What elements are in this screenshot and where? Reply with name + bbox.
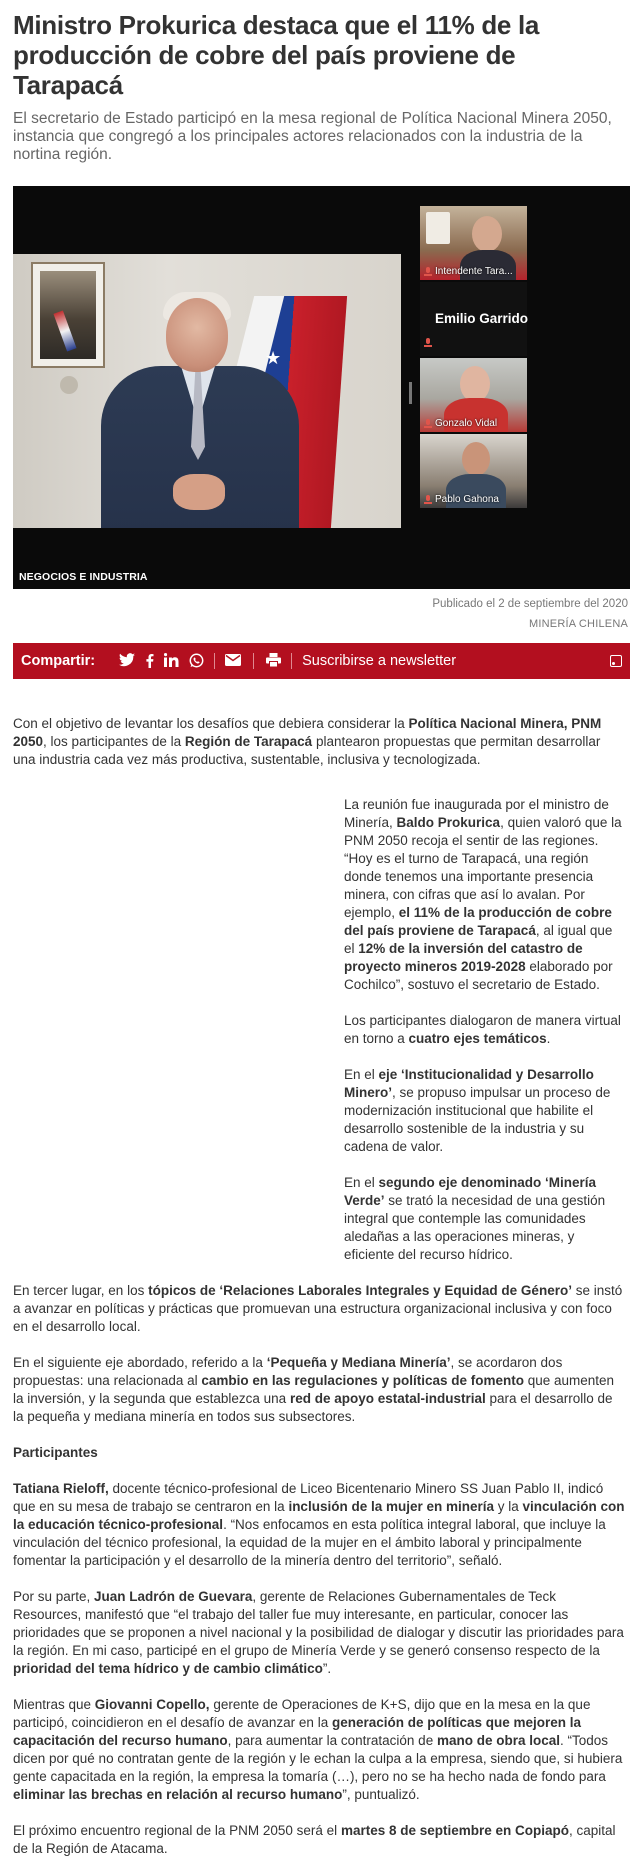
separator: [291, 653, 292, 669]
body-paragraph: El próximo encuentro regional de la PNM 2050 será el martes 8 de septiembre en Copiapó, capital de la Región de Atacama.: [13, 1823, 616, 1856]
seal-icon: [60, 376, 78, 394]
lead-paragraph: El secretario de Estado participó en la mesa regional de Política Nacional Minera 2050, instancia que congregó a los principales actores relacionados con la industria de la nortina región.: [13, 110, 612, 163]
section-heading: Participantes: [13, 1445, 98, 1460]
star-icon: ★: [265, 348, 282, 368]
participant-tile: [420, 434, 527, 508]
mic-muted-icon: [424, 419, 432, 429]
resize-handle[interactable]: [409, 382, 412, 404]
source-label[interactable]: MINERÍA CHILENA: [529, 618, 628, 630]
body-paragraph: Por su parte, Juan Ladrón de Guevara, gerente de Relaciones Gubernamentales de Teck Resources, manifestó que “el trabajo del taller fue muy interesante, en particular, conocer las prioridades que se proponen a nivel nacional y la posibilidad de dialogar y discutir las prioridades para la región. En mi caso, participé en el grupo de Minería Verde y se generó consenso respecto de la prioridad del tema hídrico y de cambio climático”.: [13, 1589, 624, 1676]
email-icon[interactable]: [225, 654, 241, 668]
mic-muted-icon: [424, 338, 432, 348]
main-speaker-video: [13, 254, 401, 528]
participant-name: Intendente Tara...: [435, 266, 513, 277]
headline: Ministro Prokurica destaca que el 11% de la producción de cobre del país proviene de Tarapacá: [13, 10, 540, 100]
whatsapp-icon[interactable]: [189, 653, 204, 670]
rss-icon[interactable]: [610, 655, 622, 667]
body-paragraph: Los participantes dialogaron de manera virtual en torno a cuatro ejes temáticos.: [344, 1013, 621, 1046]
publish-date: Publicado el 2 de septiembre del 2020: [432, 598, 628, 610]
body-paragraph: En el siguiente eje abordado, referido a la ‘Pequeña y Mediana Minería’, se acordaron dos propuestas: una relacionada al cambio en las regulaciones y políticas de fomento que aumenten la inversión, y la segunda que establezca una red de apoyo estatal-industrial para el desarrollo de la pequeña y mediana minería en todos sus subsectores.: [13, 1355, 615, 1424]
print-icon[interactable]: [266, 653, 281, 669]
twitter-icon[interactable]: [119, 653, 135, 669]
participant-name: Emilio Garrido: [435, 311, 529, 326]
participant-name: Pablo Gahona: [435, 494, 499, 505]
share-bar: [13, 643, 630, 679]
facebook-icon[interactable]: [145, 653, 154, 670]
separator: [214, 653, 215, 669]
body-paragraph: En el eje ‘Institucionalidad y Desarrollo Minero’, se propuso impulsar un proceso de modernización institucional que habilite el desarrollo sostenible de la industria y su cadena de valor.: [344, 1067, 611, 1154]
category-label[interactable]: NEGOCIOS E INDUSTRIA: [19, 571, 148, 583]
video-call-image[interactable]: [13, 186, 630, 589]
body-paragraph: Tatiana Rieloff, docente técnico-profesional de Liceo Bicentenario Minero SS Juan Pablo II, indicó que en su mesa de trabajo se centraron en la inclusión de la mujer en minería y la vinculación con la educación técnico-profesional. “Nos enfocamos en esta política integral laboral, que incluye la vinculación del técnico profesional, la equidad de la mujer en el ámbito laboral y principalmente fomentar la participación y el desarrollo de la minería dentro del territorio”, señaló.: [13, 1481, 625, 1568]
body-paragraph: Mientras que Giovanni Copello, gerente de Operaciones de K+S, dijo que en la mesa en la que participó, coincidieron en el desafío de avanzar en la generación de políticas que mejoren la capacitación del recurso humano, para aumentar la contratación de mano de obra local. “Todos dicen por qué no contratan gente de la región y le echan la culpa a la empresa, siendo que, si hubiera gente capacitada en la región, la empresa la tomaría (…), pero no se ha hecho nada de fondo para eliminar las brechas en relación al recurso humano”, puntualizó.: [13, 1697, 623, 1802]
newsletter-link[interactable]: Suscribirse a newsletter: [302, 653, 457, 669]
body-paragraph: Con el objetivo de levantar los desafíos que debiera considerar la Política Nacional Minera, PNM 2050, los participantes de la Región de Tarapacá plantearon propuestas que permitan desarrollar una industria cada vez más productiva, sustentable, inclusiva y tecnologizada.: [13, 716, 602, 767]
linkedin-icon[interactable]: [164, 653, 179, 669]
body-paragraph: La reunión fue inaugurada por el ministro de Minería, Baldo Prokurica, quien valoró que la PNM 2050 recoja el sentir de las regiones. “Hoy es el turno de Tarapacá, una región donde tenemos una importante presencia minera, con cifras que así lo avalan. Por ejemplo, el 11% de la producción de cobre del país proviene de Tarapacá, al igual que el 12% de la inversión del catastro de proyecto mineros 2019-2028 elaborado por Cochilco”, sostuvo el secretario de Estado.: [344, 797, 622, 992]
body-paragraph: En el segundo eje denominado ‘Minería Verde’ se trató la necesidad de una gestión integral que contemple las comunidades aledañas a las operaciones mineras, y eficiente del recurso hídrico.: [344, 1175, 606, 1262]
participant-tile: [420, 282, 527, 356]
participant-name: Gonzalo Vidal: [435, 418, 498, 429]
participant-tile: [420, 358, 527, 432]
body-paragraph: En tercer lugar, en los tópicos de ‘Relaciones Laborales Integrales y Equidad de Género’ se instó a avanzar en políticas y prácticas que promuevan una estructura organizacional inclusiva y con foco en el desarrollo local.: [13, 1283, 623, 1334]
participant-tile: [420, 206, 527, 280]
share-label: Compartir:: [21, 653, 96, 669]
mic-muted-icon: [424, 267, 432, 277]
article-body: [13, 715, 628, 1858]
mic-muted-icon: [424, 495, 432, 505]
framed-portrait: [31, 262, 105, 368]
separator: [253, 653, 254, 669]
